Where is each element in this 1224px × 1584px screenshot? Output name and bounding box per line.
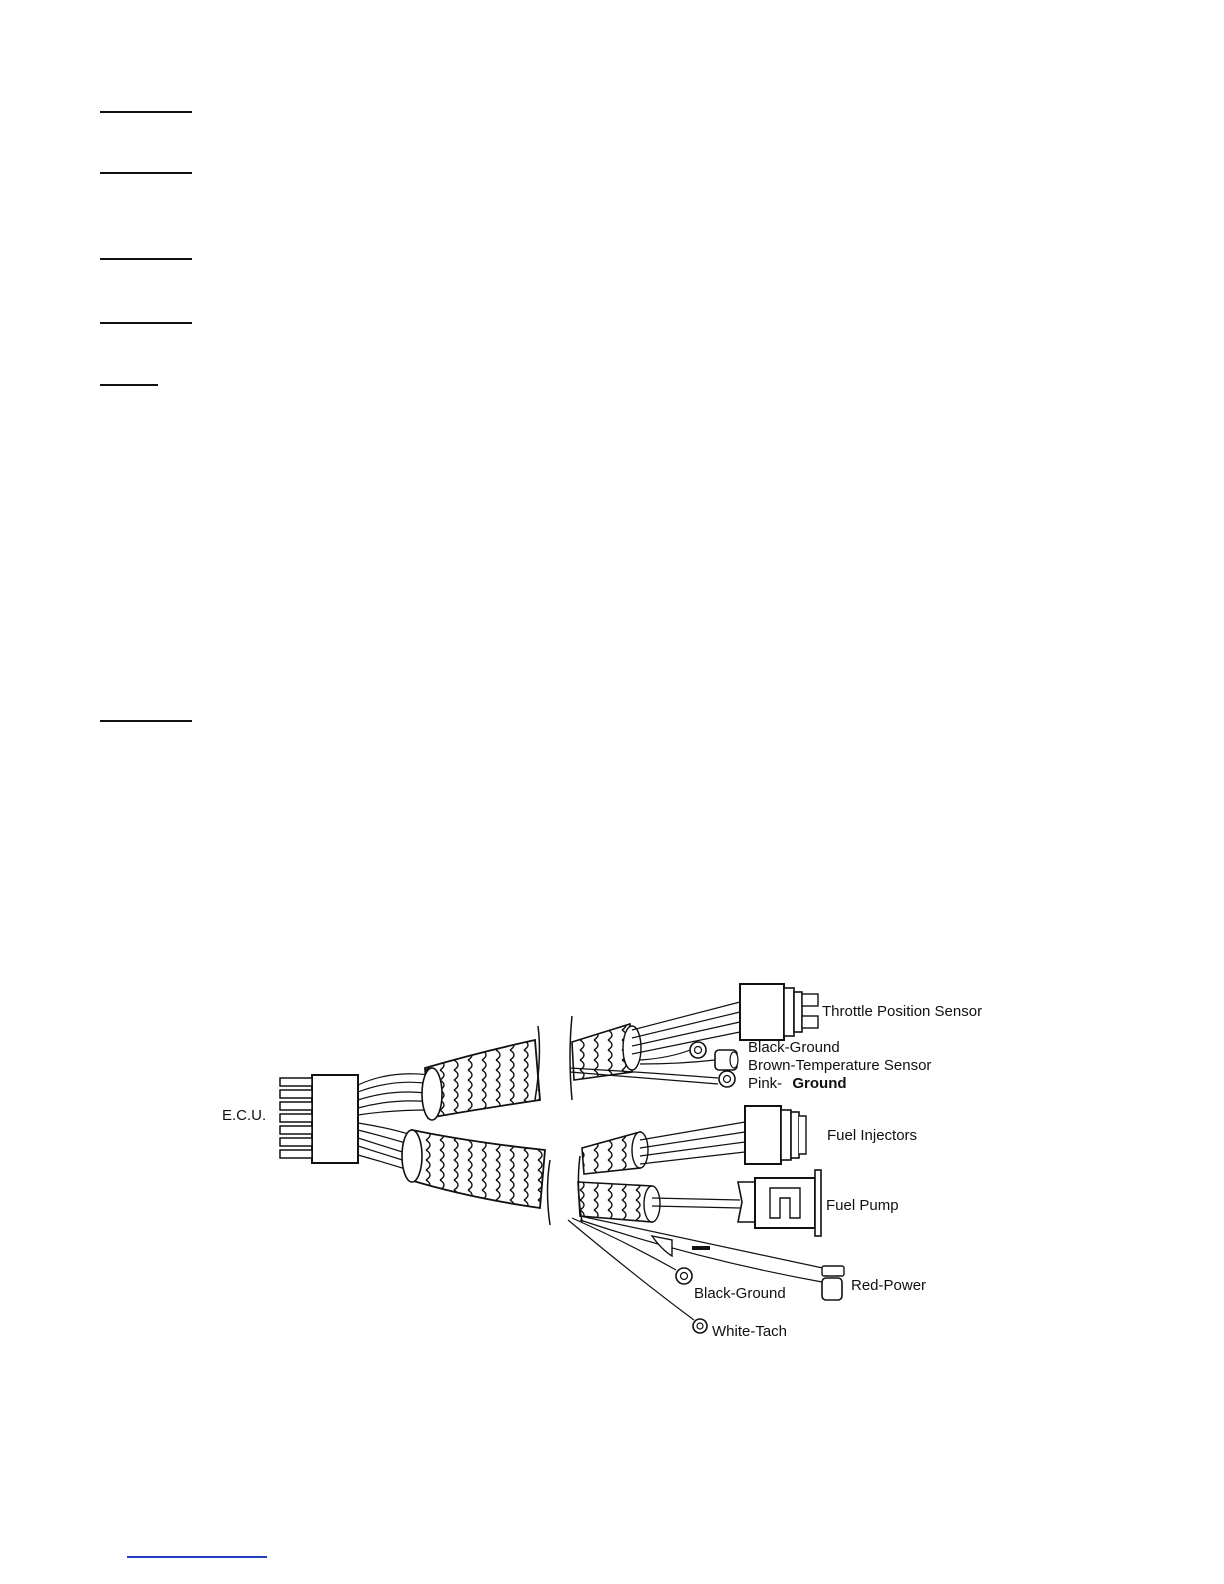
upper-loom bbox=[422, 1040, 540, 1120]
black-ground-bottom-terminal bbox=[572, 1218, 692, 1284]
blank-rule-1 bbox=[100, 111, 192, 113]
blank-rule-2 bbox=[100, 172, 192, 174]
ecu-label: E.C.U. bbox=[222, 1107, 267, 1124]
blank-rule-6 bbox=[100, 720, 192, 722]
temperature-sensor bbox=[640, 1050, 738, 1070]
fuel-pump-connector bbox=[652, 1170, 821, 1236]
ground-bold-text: Ground bbox=[792, 1075, 847, 1092]
black-ground-top-label: Black-Ground bbox=[748, 1039, 840, 1056]
black-ground-bottom-label: Black-Ground bbox=[694, 1285, 786, 1302]
pump-loom-right bbox=[578, 1182, 660, 1222]
injector-loom-right bbox=[582, 1132, 648, 1174]
footer-link-rule[interactable] bbox=[127, 1556, 267, 1558]
pink-prefix-text: Pink- bbox=[748, 1075, 783, 1092]
throttle-position-sensor-label: Throttle Position Sensor bbox=[822, 1003, 983, 1020]
fuel-injectors-label: Fuel Injectors bbox=[827, 1127, 918, 1144]
lower-loom bbox=[402, 1130, 545, 1208]
blank-rule-4 bbox=[100, 322, 192, 324]
wiring-harness-diagram bbox=[200, 960, 1020, 1360]
blank-rule-5-short bbox=[100, 384, 158, 386]
brown-temperature-sensor-label: Brown-Temperature Sensor bbox=[748, 1057, 932, 1074]
pink-ground-label bbox=[748, 1075, 847, 1092]
white-tach-label: White-Tach bbox=[712, 1323, 788, 1340]
blank-rule-3 bbox=[100, 258, 192, 260]
ecu-connector bbox=[280, 1075, 358, 1163]
ecu-wire-bundle-upper bbox=[358, 1074, 432, 1115]
fuel-pump-label: Fuel Pump bbox=[826, 1197, 899, 1214]
fuel-injectors-connector bbox=[640, 1106, 806, 1164]
red-power-label: Red-Power bbox=[851, 1277, 927, 1294]
black-ground-top-terminal bbox=[640, 1042, 706, 1060]
